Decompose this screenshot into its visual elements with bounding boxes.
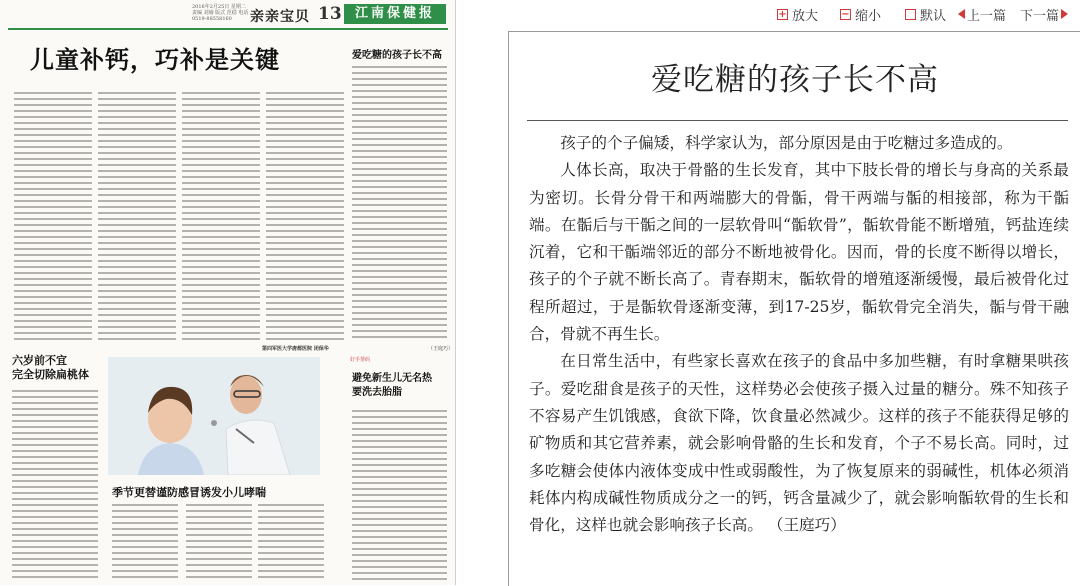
doctor-photo — [108, 357, 320, 475]
article-paragraph: 人体长高，取决于骨骼的生长发育，其中下肢长骨的增长与身高的关系最为密切。长骨分骨干和两端膨大的骨骺，骨干两端与骺的相接部，称为干骺端。在骺后与干骺之间的一层软骨叫“骺软骨”，骺软骨能不断增殖，钙盐连续沉着，它和干骺端邻近的部分不断地被骨化。因而，骨的长度不断得以增长，孩子的个子就不断长高了。青春期末，骺软骨的增殖逐渐缓慢，最后被骨化过程所超过，于是骺软骨逐渐变薄，到17-25岁，骺软骨完全消失，骺与骨干融合，骨就不再生长。 — [529, 161, 1069, 344]
article-headline-calcium[interactable]: 儿童补钙，巧补是关键 — [30, 46, 280, 74]
next-label: 下一篇 — [1020, 8, 1060, 24]
newspaper-page-image[interactable] — [0, 0, 456, 585]
headline-line: 六岁前不宜 完全切除扁桃体 — [12, 354, 89, 381]
text-column — [12, 390, 98, 580]
article-link-asthma[interactable]: 季节更替谨防感冒诱发小儿哮喘 — [112, 486, 266, 499]
reset-zoom-button[interactable] — [905, 6, 946, 22]
article-paragraph: 在日常生活中，有些家长喜欢在孩子的食品中多加些糖，有时拿糖果哄孩子。爱吃甜食是孩子的天性，这样势必会使孩子摄入过量的糖分。殊不知孩子不容易产生饥饿感，食欲下降，饮食量必然减少。这样的孩子不能获得足够的矿物质和其它营养素，就会影响骨骼的生长和发育，个子不易长高。同时，过多吃糖会使体内液体变成中性或弱酸性，为了恢复原来的弱碱性，机体必须消耗体内构成碱性物质成分之一的钙，钙含量减少了，就会影响骺软骨的生长和骨化，这样也就会影响孩子长高。 （王庭巧） — [529, 352, 1069, 535]
article-link-sugar[interactable]: 爱吃糖的孩子长不高 — [352, 50, 442, 61]
arrow-right-icon — [1061, 9, 1068, 19]
square-icon — [905, 9, 916, 20]
headline-line: 避免新生儿无名热 要洗去胎脂 — [352, 373, 432, 398]
text-column — [352, 410, 447, 580]
article-body — [529, 130, 1069, 539]
sidebar-badge: 好手帮码 — [350, 357, 371, 363]
text-column — [112, 504, 178, 580]
article-title: 爱吃糖的孩子长不高 — [651, 62, 939, 98]
header-rule — [8, 28, 448, 30]
section-name: 亲亲宝贝 — [250, 9, 310, 25]
reset-label: 默认 — [920, 8, 947, 24]
byline: 第四军医大学唐都医院 闭保华 — [262, 346, 329, 352]
page-header-meta: 2016年2月25日 星期二 责编 刘瑜 版式 范稳 电话 0519-88558160 — [192, 4, 249, 22]
zoom-in-button[interactable] — [777, 6, 818, 22]
prev-article-button[interactable] — [956, 6, 1006, 22]
zoom-out-label: 缩小 — [855, 8, 882, 24]
newspaper-logo: 江南保健报 — [344, 4, 446, 24]
text-column — [352, 66, 447, 338]
text-column — [182, 92, 260, 340]
prev-label: 上一篇 — [967, 8, 1007, 24]
text-column — [266, 92, 344, 340]
zoom-in-label: 放大 — [792, 8, 819, 24]
article-panel — [508, 31, 1080, 586]
zoom-out-button[interactable] — [840, 6, 881, 22]
next-article-button[interactable] — [1020, 6, 1070, 22]
text-column — [14, 92, 92, 340]
text-column — [98, 92, 176, 340]
page-number: 13 — [318, 4, 342, 24]
minus-icon: − — [841, 8, 850, 20]
article-link-tonsil[interactable] — [12, 354, 89, 382]
text-column — [258, 504, 324, 580]
title-divider — [527, 120, 1068, 121]
article-paragraph: 孩子的个子偏矮，科学家认为，部分原因是由于吃糖过多造成的。 — [560, 134, 1013, 152]
article-link-newborn-fever[interactable] — [352, 372, 432, 400]
plus-icon: + — [778, 8, 787, 20]
byline: （王庭巧） — [428, 346, 454, 352]
text-column — [186, 504, 252, 580]
arrow-left-icon — [958, 9, 965, 19]
viewer-toolbar — [762, 0, 1080, 28]
